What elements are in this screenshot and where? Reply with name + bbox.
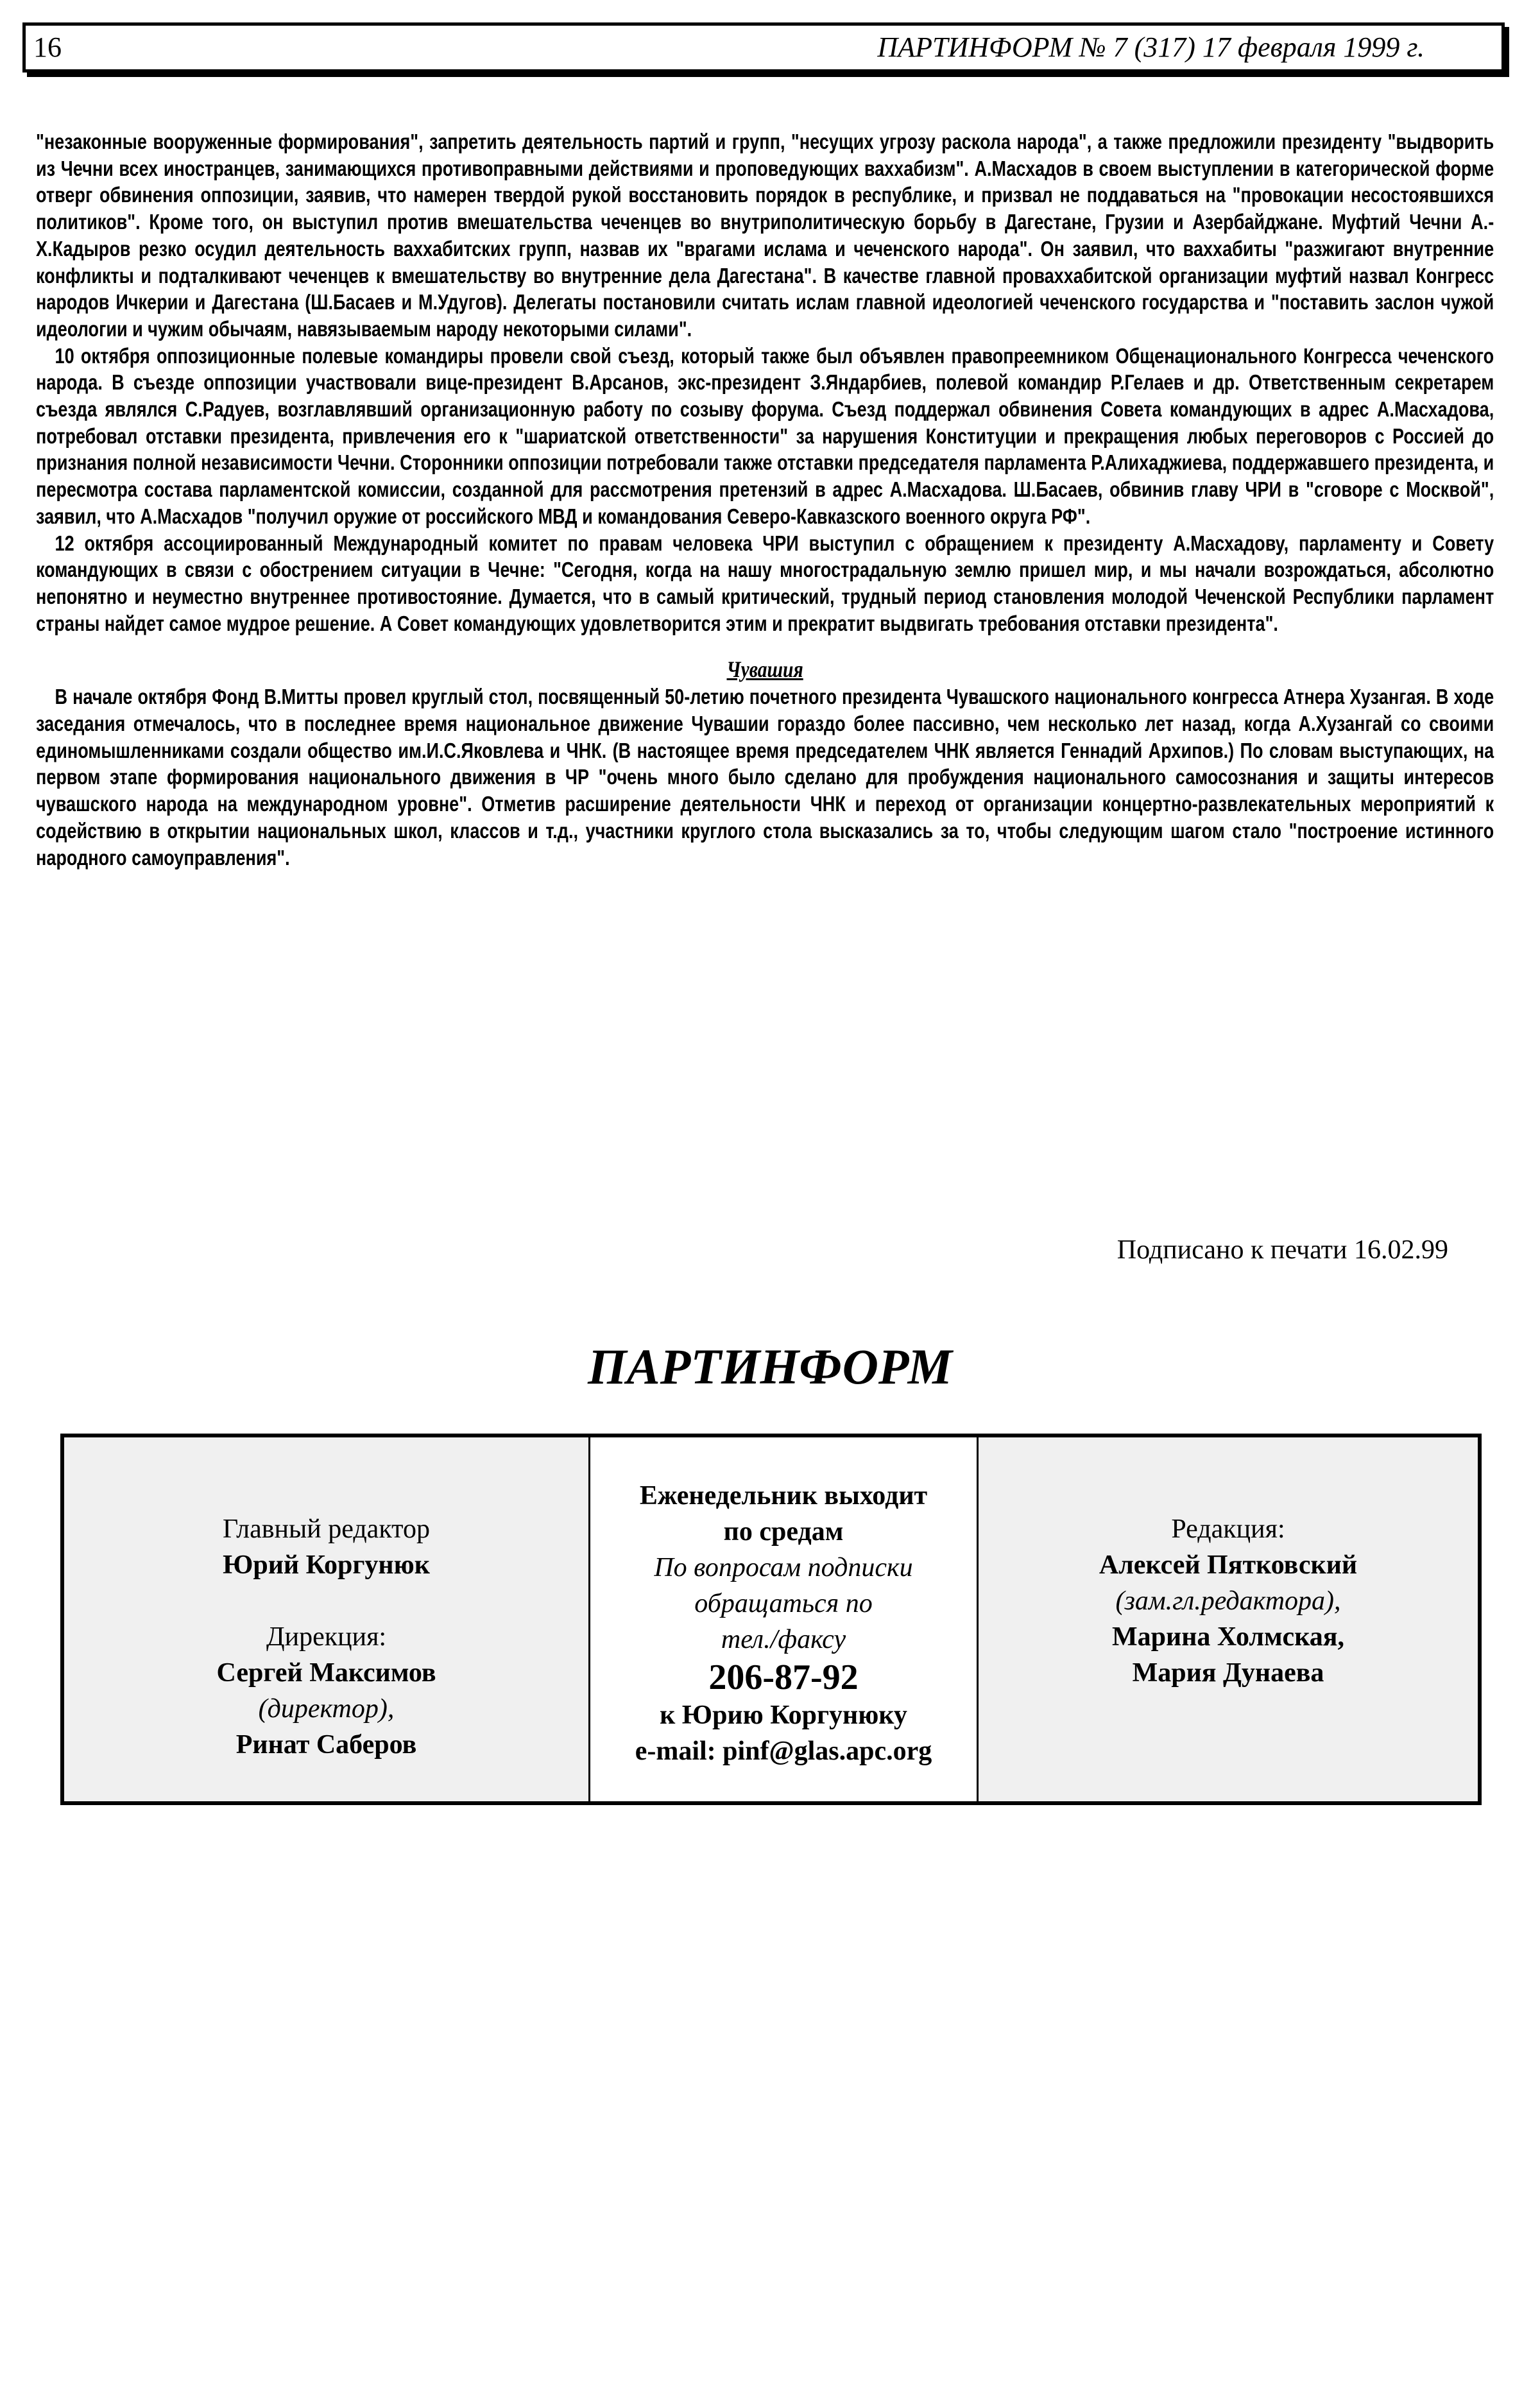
subscription-line: тел./факсу xyxy=(721,1625,846,1654)
editorial-name: Марина Холмская, xyxy=(1112,1622,1344,1652)
masthead-center-column xyxy=(590,1437,979,1801)
director-role: (директор), xyxy=(258,1694,395,1724)
paragraph: "незаконные вооруженные формирования", запретить деятельность партий и групп, "несущих угрозу раскола народа", а также предложили президенту "выдворить из Чечни всех иностранцев, занимающихся противоправными действиями и проповедующих ваххабизм". А.Масхадов в своем выступлении в категорической форме отверг обвинения оппозиции, заявив, что намерен твердой рукой восстановить порядок в республике, и призвал не поддаваться на "провокации несостоявшихся политиков". Кроме того, он выступил против вмешательства чеченцев во внутриполитическую борьбу в Дагестане, Грузии и Азербайджане. Муфтий Чечни А.-Х.Кадыров резко осудил деятельность ваххабитских групп, назвав их "врагами ислама и чеченского народа". Он заявил, что ваххабиты "разжигают внутренние конфликты и подталкивают чеченцев к вмешательству во внутренние дела Дагестана". В качестве главной проваххабитской организации муфтий назвал Конгресс народов Ичкерии и Дагестана (Ш.Басаев и М.Удугов). Делегаты постановили считать ислам главной идеологией чеченского государства и "поставить заслон чужой идеологии и чужим обычаям, навязываемым народу некоторыми силами". xyxy=(36,130,1494,341)
signed-to-print: Подписано к печати 16.02.99 xyxy=(1116,1235,1448,1265)
page-number: 16 xyxy=(33,31,62,63)
contact-person: к Юрию Коргунюку xyxy=(660,1701,907,1730)
editor-label: Главный редактор xyxy=(223,1514,430,1544)
email: e-mail: pinf@glas.apc.org xyxy=(635,1736,932,1766)
direction-label: Дирекция: xyxy=(266,1622,387,1652)
masthead-box xyxy=(60,1434,1482,1805)
weekly-day: по средам xyxy=(723,1517,844,1547)
paragraph: 12 октября ассоциированный Международный комитет по правам человека ЧРИ выступил с обращением к президенту А.Масхадову, парламенту и Совету командующих в связи с обострением ситуации в Чечне: "Сегодня, когда на нашу многострадальную землю пришел мир, и мы начали возрождаться, абсолютно непонятно и неуместно внутреннее противостояние. Думается, что в самый критический, трудный период становления молодой Чеченской Республики парламент страны найдет самое мудрое решение. А Совет командующих удовлетворится этим и прекратит выдвигать требования отставки президента". xyxy=(36,531,1494,635)
editorial-label: Редакция: xyxy=(1171,1514,1285,1544)
subscription-line: обращаться по xyxy=(694,1589,873,1618)
masthead-left-column xyxy=(64,1437,590,1801)
paragraph: 10 октября оппозиционные полевые командиры провели свой съезд, который также был объявлен правопреемником Общенационального Конгресса чеченского народа. В съезде оппозиции участвовали вице-президент В.Арсанов, экс-президент З.Яндарбиев, полевой командир Р.Гелаев и др. Ответственным секретарем съезда являлся С.Радуев, возглавлявший организационную работу по созыву форума. Съезд поддержал обвинения Совета командующих в адрес А.Масхадова, потребовал отставки президента, привлечения его к "шариатской ответственности" за нарушения Конституции и прекращения любых переговоров с Россией до признания полной независимости Чечни. Сторонники оппозиции потребовали также отставки председателя парламента Р.Алихаджиева, поддержавшего президента, и пересмотра состава парламентской комиссии, созданной для рассмотрения претензий в адрес А.Масхадова. Ш.Басаев, обвинив главу ЧРИ в "сговоре с Москвой", заявил, что А.Масхадов "получил оружие от российского МВД и командования Северо-Кавказского военного округа РФ". xyxy=(36,343,1494,528)
masthead-title: ПАРТИНФОРМ xyxy=(588,1339,952,1394)
section-heading: Чувашия xyxy=(726,656,803,683)
paragraph: В начале октября Фонд В.Митты провел круглый стол, посвященный 50-летию почетного президента Чувашского национального конгресса Атнера Хузангая. В ходе заседания отмечалось, что в последнее время национальное движение Чувашии гораздо более пассивно, чем несколько лет назад, когда А.Хузангай со своими единомышленниками создали общество им.И.С.Яковлева и ЧНК. (В настоящее время председателем ЧНК является Геннадий Архипов.) По словам выступающих, на первом этапе формирования национального движения в ЧР "очень много было сделано для пробуждения национального самосознания и защиты интересов чувашского народа на международном уровне". Отметив расширение деятельности ЧНК и переход от организации концертно-развлекательных мероприятий к содействию в открытии национальных школ, классов и т.д., участники круглого стола высказались за то, чтобы следующим шагом стало "построение истинного народного самоуправления". xyxy=(36,685,1494,870)
second-director-name: Ринат Саберов xyxy=(235,1730,417,1760)
editorial-name: Алексей Пятковский xyxy=(1099,1550,1358,1580)
director-name: Сергей Максимов xyxy=(216,1658,436,1688)
issue-title: ПАРТИНФОРМ № 7 (317) 17 февраля 1999 г. xyxy=(877,31,1425,63)
masthead-right-column xyxy=(979,1437,1478,1801)
editor-name: Юрий Коргунюк xyxy=(223,1550,430,1580)
phone-number: 206-87-92 xyxy=(708,1658,859,1697)
editorial-name: Мария Дунаева xyxy=(1132,1658,1324,1688)
page-header xyxy=(22,22,1505,73)
weekly-line: Еженедельник выходит xyxy=(639,1481,928,1511)
article-body xyxy=(36,128,1494,871)
subscription-line: По вопросам подписки xyxy=(654,1553,913,1582)
editorial-role: (зам.гл.редактора), xyxy=(1115,1586,1341,1616)
